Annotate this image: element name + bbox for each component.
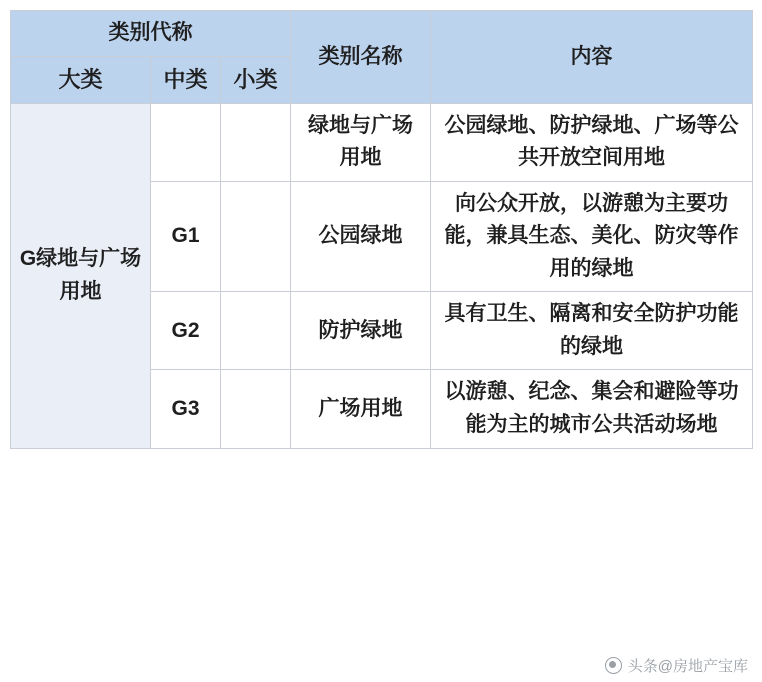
cell-content: 具有卫生、隔离和安全防护功能的绿地 xyxy=(431,292,753,370)
table-row xyxy=(11,103,753,181)
cell-content: 以游憩、纪念、集会和避险等功能为主的城市公共活动场地 xyxy=(431,370,753,448)
header-category-code: 类别代称 xyxy=(11,11,291,57)
table-header xyxy=(11,11,753,104)
cell-minor-code xyxy=(221,370,291,448)
cell-content: 公园绿地、防护绿地、广场等公共开放空间用地 xyxy=(431,103,753,181)
header-minor-class: 小类 xyxy=(221,56,291,103)
cell-category-name: 绿地与广场用地 xyxy=(291,103,431,181)
cell-medium-code: G3 xyxy=(151,370,221,448)
cell-medium-code xyxy=(151,103,221,181)
cell-medium-code: G1 xyxy=(151,181,221,292)
cell-minor-code xyxy=(221,103,291,181)
land-use-classification-table xyxy=(10,10,753,449)
watermark-logo-icon xyxy=(605,657,622,674)
cell-minor-code xyxy=(221,292,291,370)
watermark xyxy=(605,655,748,676)
cell-content: 向公众开放，以游憩为主要功能，兼具生态、美化、防灾等作用的绿地 xyxy=(431,181,753,292)
header-major-class: 大类 xyxy=(11,56,151,103)
cell-category-name: 防护绿地 xyxy=(291,292,431,370)
header-medium-class: 中类 xyxy=(151,56,221,103)
cell-minor-code xyxy=(221,181,291,292)
header-row-top xyxy=(11,11,753,57)
cell-medium-code: G2 xyxy=(151,292,221,370)
land-use-table-container xyxy=(10,10,752,449)
cell-major-category: G绿地与广场用地 xyxy=(11,103,151,448)
cell-category-name: 公园绿地 xyxy=(291,181,431,292)
table-body xyxy=(11,103,753,448)
cell-category-name: 广场用地 xyxy=(291,370,431,448)
header-content: 内容 xyxy=(431,11,753,104)
header-category-name: 类别名称 xyxy=(291,11,431,104)
watermark-text: 头条@房地产宝库 xyxy=(627,658,748,675)
